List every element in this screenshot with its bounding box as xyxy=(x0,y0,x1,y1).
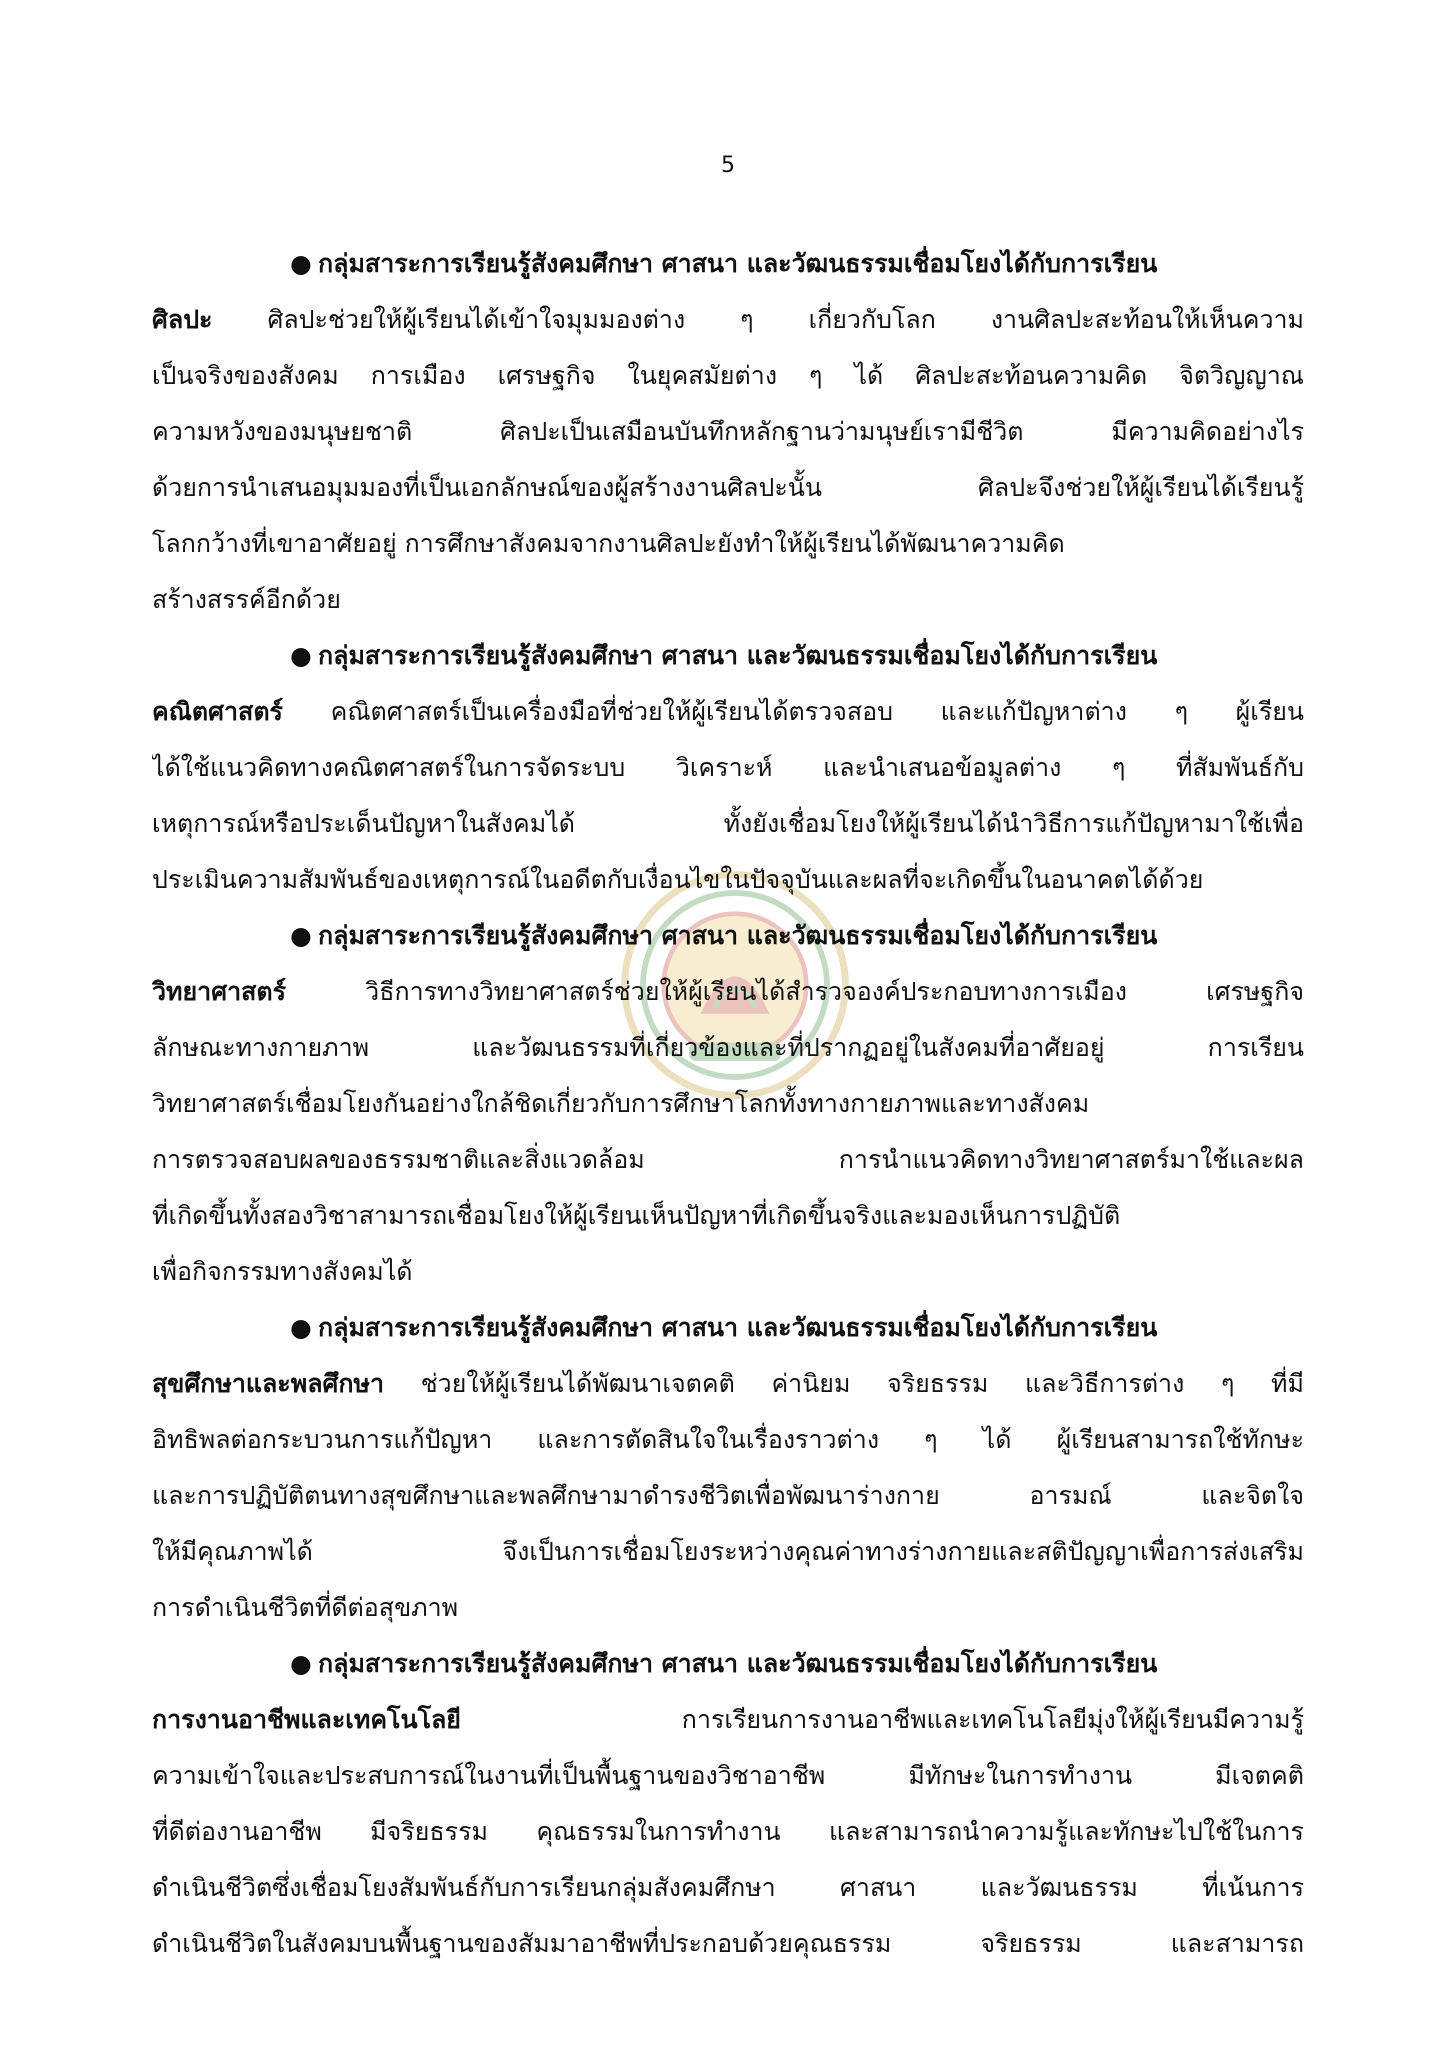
paragraph-line: ด้วยการนำเสนอมุมมองที่เป็นเอกลักษณ์ของผู้สร้างงานศิลปะนั้น ศิลปะจึงช่วยให้ผู้เรียนได้เรียนรู้ xyxy=(152,473,1304,502)
paragraph-line: และการปฏิบัติตนทางสุขศึกษาและพลศึกษามาดำรงชีวิตเพื่อพัฒนาร่างกาย อารมณ์ และจิตใจ xyxy=(152,1481,1304,1510)
paragraph-line: การดำเนินชีวิตที่ดีต่อสุขภาพ xyxy=(152,1593,459,1622)
paragraph-line xyxy=(152,1356,1304,1412)
paragraph-line: ความเข้าใจและประสบการณ์ในงานที่เป็นพื้นฐานของวิชาอาชีพ มีทักษะในการทำงาน มีเจตคติ xyxy=(152,1761,1304,1790)
paragraph-line: ความหวังของมนุษยชาติ ศิลปะเป็นเสมือนบันทึกหลักฐานว่ามนุษย์เรามีชีวิต มีความคิดอย่างไร xyxy=(152,417,1304,446)
line-text: คณิตศาสตร์เป็นเครื่องมือที่ช่วยให้ผู้เรียนได้ตรวจสอบ และแก้ปัญหาต่าง ๆ ผู้เรียน xyxy=(282,697,1304,726)
heading-text: กลุ่มสาระการเรียนรู้สังคมศึกษา ศาสนา และวัฒนธรรมเชื่อมโยงได้กับการเรียน xyxy=(318,1313,1158,1342)
line-text: วิธีการทางวิทยาศาสตร์ช่วยให้ผู้เรียนได้สำรวจองค์ประกอบทางการเมือง เศรษฐกิจ xyxy=(286,977,1304,1006)
bullet-icon: ● xyxy=(290,1313,312,1342)
paragraph-line: ได้ใช้แนวคิดทางคณิตศาสตร์ในการจัดระบบ วิเคราะห์ และนำเสนอข้อมูลต่าง ๆ ที่สัมพันธ์กับ xyxy=(152,753,1304,782)
section-science xyxy=(152,908,1304,1300)
section-heading xyxy=(152,1300,1304,1356)
paragraph-line: เป็นจริงของสังคม การเมือง เศรษฐกิจ ในยุคสมัยต่าง ๆ ได้ ศิลปะสะท้อนความคิด จิตวิญญาณ xyxy=(152,361,1304,390)
paragraph-line xyxy=(152,684,1304,740)
line-text: การเรียนการงานอาชีพและเทคโนโลยีมุ่งให้ผู้เรียนมีความรู้ xyxy=(460,1705,1304,1734)
paragraph-line: ที่เกิดขึ้นทั้งสองวิชาสามารถเชื่อมโยงให้ผู้เรียนเห็นปัญหาที่เกิดขึ้นจริงและมองเห็นการปฏิบัติ xyxy=(152,1201,1121,1230)
heading-text: กลุ่มสาระการเรียนรู้สังคมศึกษา ศาสนา และวัฒนธรรมเชื่อมโยงได้กับการเรียน xyxy=(318,921,1158,950)
paragraph-line: ประเมินความสัมพันธ์ของเหตุการณ์ในอดีตกับเงื่อนไขในปัจจุบันและผลที่จะเกิดขึ้นในอนาคตได้ด้วย xyxy=(152,865,1204,894)
bullet-icon: ● xyxy=(290,249,312,278)
subject-label: คณิตศาสตร์ xyxy=(152,697,283,726)
section-heading xyxy=(152,628,1304,684)
paragraph-line: การตรวจสอบผลของธรรมชาติและสิ่งแวดล้อม การนำแนวคิดทางวิทยาศาสตร์มาใช้และผล xyxy=(152,1145,1304,1174)
paragraph-line: ดำเนินชีวิตในสังคมบนพื้นฐานของสัมมาอาชีพที่ประกอบด้วยคุณธรรม จริยธรรม และสามารถ xyxy=(152,1929,1304,1958)
subject-label: การงานอาชีพและเทคโนโลยี xyxy=(152,1705,461,1734)
paragraph-line: โลกกว้างที่เขาอาศัยอยู่ การศึกษาสังคมจากงานศิลปะยังทำให้ผู้เรียนได้พัฒนาความคิด xyxy=(152,529,1065,558)
paragraph-line: ให้มีคุณภาพได้ จึงเป็นการเชื่อมโยงระหว่างคุณค่าทางร่างกายและสติปัญญาเพื่อการส่งเสริม xyxy=(152,1537,1304,1566)
paragraph-line xyxy=(152,964,1304,1020)
heading-text: กลุ่มสาระการเรียนรู้สังคมศึกษา ศาสนา และวัฒนธรรมเชื่อมโยงได้กับการเรียน xyxy=(318,641,1158,670)
section-mathematics xyxy=(152,628,1304,908)
bullet-icon: ● xyxy=(290,1649,312,1678)
bullet-icon: ● xyxy=(290,641,312,670)
paragraph-line: เพื่อกิจกรรมทางสังคมได้ xyxy=(152,1257,413,1286)
heading-text: กลุ่มสาระการเรียนรู้สังคมศึกษา ศาสนา และวัฒนธรรมเชื่อมโยงได้กับการเรียน xyxy=(318,1649,1158,1678)
section-heading xyxy=(152,1636,1304,1692)
paragraph-line: วิทยาศาสตร์เชื่อมโยงกันอย่างใกล้ชิดเกี่ยวกับการศึกษาโลกทั้งทางกายภาพและทางสังคม xyxy=(152,1089,1090,1118)
heading-text: กลุ่มสาระการเรียนรู้สังคมศึกษา ศาสนา และวัฒนธรรมเชื่อมโยงได้กับการเรียน xyxy=(318,249,1158,278)
paragraph-line: ลักษณะทางกายภาพ และวัฒนธรรมที่เกี่ยวข้องและที่ปรากฏอยู่ในสังคมที่อาศัยอยู่ การเรียน xyxy=(152,1033,1304,1062)
section-heading xyxy=(152,236,1304,292)
subject-label: สุขศึกษาและพลศึกษา xyxy=(152,1369,385,1398)
paragraph-line: อิทธิพลต่อกระบวนการแก้ปัญหา และการตัดสินใจในเรื่องราวต่าง ๆ ได้ ผู้เรียนสามารถใช้ทักษะ xyxy=(152,1425,1304,1454)
line-text: ศิลปะช่วยให้ผู้เรียนได้เข้าใจมุมมองต่าง ๆ เกี่ยวกับโลก งานศิลปะสะท้อนให้เห็นความ xyxy=(212,305,1304,334)
paragraph-line: ดำเนินชีวิตซึ่งเชื่อมโยงสัมพันธ์กับการเรียนกลุ่มสังคมศึกษา ศาสนา และวัฒนธรรม ที่เน้นการ xyxy=(152,1873,1304,1902)
subject-label: วิทยาศาสตร์ xyxy=(152,977,287,1006)
section-heading xyxy=(152,908,1304,964)
subject-label: ศิลปะ xyxy=(152,305,213,334)
line-text: ช่วยให้ผู้เรียนได้พัฒนาเจตคติ ค่านิยม จริยธรรม และวิธีการต่าง ๆ ที่มี xyxy=(384,1369,1304,1398)
section-art xyxy=(152,236,1304,628)
document-body xyxy=(152,236,1304,1972)
paragraph-line: สร้างสรรค์อีกด้วย xyxy=(152,585,341,614)
paragraph-line: ที่ดีต่องานอาชีพ มีจริยธรรม คุณธรรมในการทำงาน และสามารถนำความรู้และทักษะไปใช้ในการ xyxy=(152,1817,1304,1846)
section-health-pe xyxy=(152,1300,1304,1636)
paragraph-line xyxy=(152,1692,1304,1748)
paragraph-line: เหตุการณ์หรือประเด็นปัญหาในสังคมได้ ทั้งยังเชื่อมโยงให้ผู้เรียนได้นำวิธีการแก้ปัญหามาใช้เพื่อ xyxy=(152,809,1304,838)
page-number: 5 xyxy=(721,153,735,178)
paragraph-line xyxy=(152,292,1304,348)
bullet-icon: ● xyxy=(290,921,312,950)
section-occupation-technology xyxy=(152,1636,1304,1972)
